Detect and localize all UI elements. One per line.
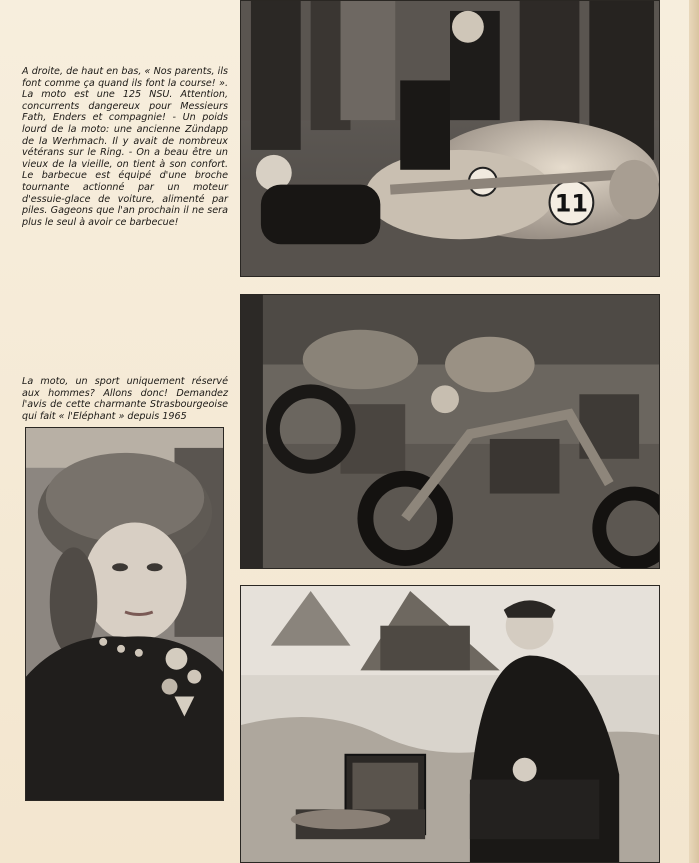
caption-top: A droite, de haut en bas, « Nos parents, ils font comme ça quand ils font la course! ». La moto est une 125 NSU. Attention, concurrents dangereux pour Messieurs Fath, Enders et compagnie! - Un poids lourd de la moto: une ancienne Zündapp de la Werhmach. Il y avait de nombreux vétérans sur le Ring. - On a beau être un vieux de la vieille, on tient à son confort. Le barbecue est équipé d'une broche tournante actionné par un moteur d'essuie-glace de voiture, alimenté par piles. Gageons que l'an prochain il ne sera plus le seul à avoir ce barbecue! xyxy=(22,66,228,228)
photo-barbecue-veteran xyxy=(240,585,660,863)
caption-middle: La moto, un sport uniquement réservé aux hommes? Allons donc! Demandez l'avis de cette charmante Strasbourgeoise qui fait « l'Eléphant » depuis 1965 xyxy=(22,376,228,422)
photo-woman-portrait xyxy=(25,427,224,801)
racing-number: 11 xyxy=(554,189,589,218)
photo-zundapp-sidecar xyxy=(240,294,660,569)
page-edge xyxy=(689,0,699,863)
photo-racing-sidecar xyxy=(240,0,660,277)
